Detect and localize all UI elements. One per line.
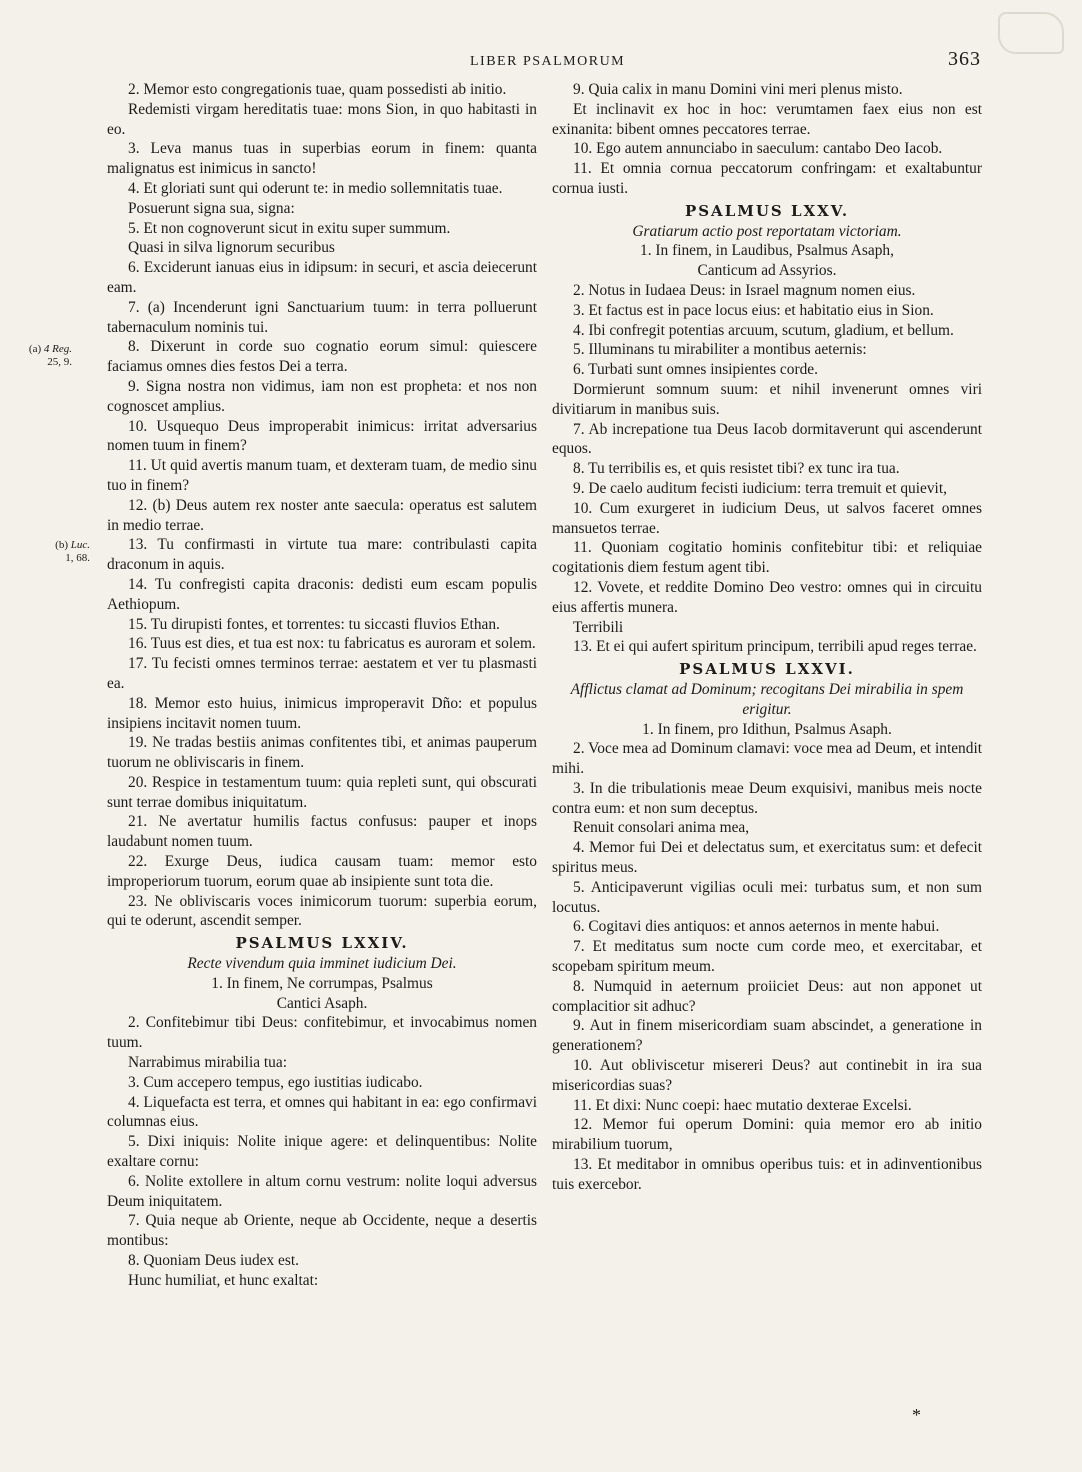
verse: 13. Tu confirmasti in virtute tua mare: contribulasti capita draconum in aquis. — [107, 536, 537, 574]
verse: 14. Tu confregisti capita draconis: dedisti eum escam populis Aethiopum. — [107, 575, 537, 613]
margin-note-b — [30, 539, 90, 565]
bleed-through-mark — [998, 12, 1064, 54]
verse: 11. Et omnia cornua peccatorum confringam: et exaltabuntur cornua iusti. — [552, 160, 982, 197]
verse: 7. Quia neque ab Oriente, neque ab Occidente, neque a desertis montibus: — [107, 1212, 537, 1250]
verse: 3. Et factus est in pace locus eius: et habitatio eius in Sion. — [573, 301, 934, 319]
verse: 2. Memor esto congregationis tuae, quam possedisti ab initio. — [128, 81, 507, 98]
verse: Renuit consolari anima mea, — [573, 819, 750, 837]
verse: 8. Quoniam Deus iudex est. — [128, 1252, 299, 1270]
verse: 5. Et non cognoverunt sicut in exitu super summum. — [128, 219, 451, 237]
margin-note-ref: (a) — [28, 343, 42, 355]
signature-mark: * — [912, 1405, 921, 1425]
verse: 11. Ut quid avertis manum tuam, et dexteram tuam, de medio sinu tuo in finem? — [107, 457, 537, 494]
verse: 6. Exciderunt ianuas eius in idipsum: in securi, et ascia deiecerunt eam. — [107, 259, 537, 296]
verse: Et inclinavit ex hoc in hoc: verumtamen faex eius non est exinanita: bibent omnes peccatores terrae. — [552, 100, 982, 138]
margin-note-loc: 25, 9. — [47, 356, 72, 368]
verse: 3. Leva manus tuas in superbias eorum in finem: quanta malignatus est inimicus in sancto! — [107, 140, 537, 178]
margin-note-ref: (b) — [55, 539, 68, 551]
left-column — [107, 80, 537, 1291]
verse: 7. Ab increpatione tua Deus Iacob dormitaverunt qui ascenderunt equos. — [552, 420, 982, 458]
verse: 19. Ne tradas bestiis animas confitentes tibi, et animas pauperum tuorum ne obliviscaris in finem. — [107, 734, 537, 772]
verse: 20. Respice in testamentum tuum: quia repleti sunt, qui obscurati sunt terrae domibus iniquitatum. — [107, 773, 537, 811]
verse: Hunc humiliat, et hunc exaltat: — [128, 1271, 319, 1289]
verse: 8. Dixerunt in corde suo cognatio eorum simul: quiescere faciamus omnes dies festos Dei a terra. — [107, 338, 537, 376]
verse: 13. Et meditabor in omnibus operibus tuis: et in adinventionibus tuis exercebor. — [552, 1156, 982, 1193]
verse: 2. Confitebimur tibi Deus: confitebimur, et invocabimus nomen tuum. — [107, 1014, 537, 1052]
verse: 5. Illuminans tu mirabiliter a montibus aeternis: — [573, 341, 867, 359]
verse: 9. Quia calix in manu Domini vini meri plenus misto. — [573, 81, 903, 98]
verse: 10. Aut obliviscetur misereri Deus? aut continebit in ira sua misericordias suas? — [552, 1057, 982, 1094]
verse: 7. (a) Incenderunt igni Sanctuarium tuum: in terra polluerunt tabernaculum nominis tui. — [107, 298, 537, 336]
verse: 10. Ego autem annunciabo in saeculum: cantabo Deo Iacob. — [573, 140, 943, 158]
verse: 11. Quoniam cogitatio hominis confitebitur tibi: et reliquiae cogitationis diem festum agent tibi. — [552, 539, 982, 577]
margin-note-loc: 1, 68. — [65, 552, 90, 564]
verse: 13. Et ei qui aufert spiritum principum, terribili apud reges terrae. — [573, 638, 977, 656]
psalm-superscription: Canticum ad Assyrios. — [697, 262, 837, 280]
verse: 6. Cogitavi dies antiquos: et annos aeternos in mente habui. — [573, 918, 940, 936]
verse: 4. Ibi confregit potentias arcuum, scutum, gladium, et bellum. — [573, 321, 954, 339]
verse: 17. Tu fecisti omnes terminos terrae: aestatem et ver tu plasmasti ea. — [107, 655, 537, 692]
psalm-heading: PSALMUS LXXIV. — [235, 934, 409, 953]
verse: 7. Et meditatus sum nocte cum corde meo, et exercitabar, et scopebam spiritum meum. — [552, 938, 982, 976]
psalm-argument: Recte vivendum quia imminet iudicium Dei. — [187, 955, 457, 973]
verse: Narrabimus mirabilia tua: — [128, 1054, 287, 1072]
page-number: 363 — [948, 48, 981, 70]
psalm-superscription: 1. In finem, pro Idithun, Psalmus Asaph. — [642, 720, 892, 738]
psalm-superscription: Cantici Asaph. — [276, 994, 368, 1012]
verse: Posuerunt signa sua, signa: — [128, 199, 295, 217]
verse: 6. Nolite extollere in altum cornu vestrum: nolite loqui adversus Deum iniquitatem. — [107, 1172, 537, 1210]
verse: Quasi in silva lignorum securibus — [128, 239, 335, 257]
verse: 12. Vovete, et reddite Domino Deo vestro: omnes qui in circuitu eius affertis munera. — [552, 578, 982, 616]
psalm-argument: Afflictus clamat ad Dominum; recogitans Dei mirabilia in spem erigitur. — [570, 680, 964, 718]
verse: 23. Ne obliviscaris voces inimicorum tuorum: superbia eorum, qui te oderunt, ascendit semper. — [107, 892, 537, 930]
verse: 3. In die tribulationis meae Deum exquisivi, manibus meis nocte contra eum: et non sum deceptus. — [552, 779, 982, 817]
verse: 12. Memor fui operum Domini: quia memor ero ab initio mirabilium tuorum, — [552, 1116, 982, 1154]
verse: 2. Notus in Iudaea Deus: in Israel magnum nomen eius. — [573, 281, 916, 299]
psalm-argument: Gratiarum actio post reportatam victoriam. — [632, 222, 902, 240]
psalm-heading: PSALMUS LXXVI. — [679, 660, 855, 679]
verse: 9. De caelo auditum fecisti iudicium: terra tremuit et quievit, — [573, 479, 947, 497]
psalm-superscription: 1. In finem, Ne corrumpas, Psalmus — [211, 974, 433, 992]
verse: 2. Voce mea ad Dominum clamavi: voce mea ad Deum, et intendit mihi. — [552, 740, 982, 778]
verse: 3. Cum accepero tempus, ego iustitias iudicabo. — [128, 1073, 423, 1091]
verse: 22. Exurge Deus, iudica causam tuam: memor esto improperiorum tuorum, eorum quae ab insipiente sunt tota die. — [107, 853, 537, 890]
verse: 11. Et dixi: Nunc coepi: haec mutatio dexterae Excelsi. — [573, 1096, 912, 1114]
verse: 8. Numquid in aeternum proiiciet Deus: aut non apponet ut complacitior sit adhuc? — [552, 977, 982, 1015]
verse: 9. Aut in finem misericordiam suam abscindet, a generatione in generationem? — [552, 1017, 982, 1055]
verse: 21. Ne avertatur humilis factus confusus: pauper et inops laudabunt nomen tuum. — [107, 813, 537, 851]
verse: 4. Et gloriati sunt qui oderunt te: in medio sollemnitatis tuae. — [128, 179, 503, 197]
verse: 18. Memor esto huius, inimicus improperavit Dño: et populus insipiens incitavit nomen tuum. — [107, 694, 537, 732]
verse: 15. Tu dirupisti fontes, et torrentes: tu siccasti fluvios Ethan. — [128, 615, 500, 633]
verse: 4. Memor fui Dei et delectatus sum, et exercitatus sum: et defecit spiritus meus. — [552, 839, 982, 877]
verse: 9. Signa nostra non vidimus, iam non est propheta: et nos non cognoscet amplius. — [107, 377, 537, 415]
verse: 6. Turbati sunt omnes insipientes corde. — [573, 361, 818, 379]
verse: 12. (b) Deus autem rex noster ante saecula: operatus est salutem in medio terrae. — [107, 496, 537, 534]
margin-note-book: 4 Reg. — [43, 343, 72, 355]
margin-note-a — [12, 343, 72, 369]
verse: 10. Cum exurgeret in iudicium Deus, ut salvos faceret omnes mansuetos terrae. — [552, 499, 982, 537]
psalm-heading: PSALMUS LXXV. — [684, 201, 850, 220]
verse: 5. Dixi iniquis: Nolite inique agere: et delinquentibus: Nolite exaltare cornu: — [107, 1133, 537, 1171]
verse: 16. Tuus est dies, et tua est nox: tu fabricatus es auroram et solem. — [128, 635, 536, 653]
margin-note-book: Luc. — [70, 539, 90, 551]
verse: 4. Liquefacta est terra, et omnes qui habitant in ea: ego confirmavi columnas eius. — [107, 1093, 537, 1131]
verse: 5. Anticipaverunt vigilias oculi mei: turbatus sum, et non sum locutus. — [552, 878, 982, 916]
verse: Terribili — [573, 618, 624, 636]
psalm-superscription: 1. In finem, in Laudibus, Psalmus Asaph, — [640, 242, 894, 260]
right-column — [552, 80, 982, 1195]
verse: Dormierunt somnum suum: et nihil invenerunt omnes viri divitiarum in manibus suis. — [552, 380, 982, 418]
verse: Redemisti virgam hereditatis tuae: mons Sion, in quo habitasti in eo. — [107, 100, 537, 138]
running-title: LIBER PSALMORUM — [470, 54, 626, 69]
verse: 8. Tu terribilis es, et quis resistet tibi? ex tunc ira tua. — [573, 460, 900, 478]
verse: 10. Usquequo Deus improperabit inimicus: irritat adversarius nomen tuum in finem? — [107, 417, 537, 455]
